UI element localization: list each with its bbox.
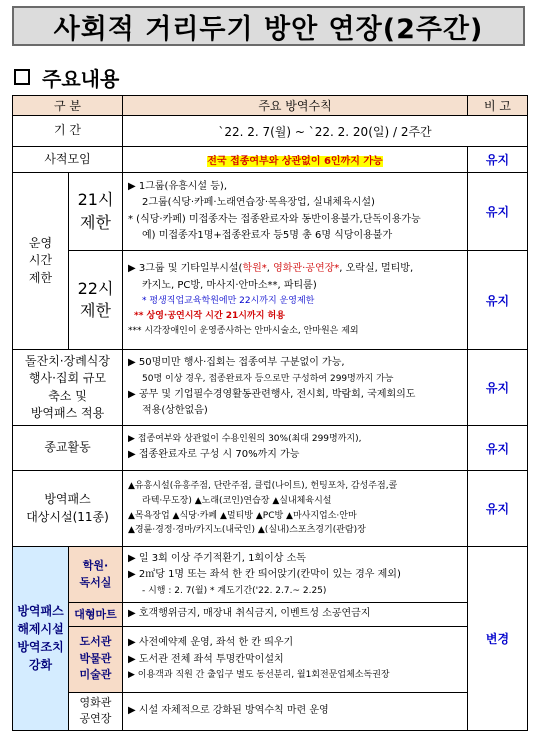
- events-content: [123, 350, 468, 426]
- hours-label: 운영 시간 제한: [13, 173, 69, 350]
- table-row-pass: [13, 471, 528, 547]
- pass-label: 방역패스 대상시설(11종): [13, 471, 123, 547]
- table-row-hours-22: [13, 251, 528, 350]
- hours-22-content: [123, 251, 468, 350]
- section-heading-text: 주요내용: [42, 66, 120, 91]
- hours-22-text: , 오락실, 멀티방,: [339, 263, 414, 275]
- religion-content: [123, 426, 468, 471]
- hours-22-cinema: 영화관·공연장*: [273, 263, 340, 275]
- hours-22-line: [128, 261, 462, 278]
- library-line: ▶ 도서관 전체 좌석 투명칸막이설치: [128, 653, 284, 665]
- hours-22-note: 유지: [468, 251, 528, 350]
- academy-label: 학원· 독서실: [69, 547, 123, 603]
- hours-21-content: [123, 173, 468, 251]
- pass-line: ▲유흥시설(유흥주점, 단란주점, 클럽(나이트), 헌팅포차, 감성주점,콜: [128, 480, 398, 491]
- gathering-highlight: 전국 접종여부와 상관없이 6인까지 가능: [207, 156, 383, 167]
- pass-note: 유지: [468, 471, 528, 547]
- events-note: 유지: [468, 350, 528, 426]
- religion-line: ▶ 접종여부와 상관없이 수용인원의 30%(최대 299명까지),: [128, 434, 362, 445]
- cinema-content: [123, 692, 468, 730]
- academy-content: [123, 547, 468, 603]
- table-row-events: [13, 350, 528, 426]
- events-line: 적용(상한없음): [142, 405, 208, 417]
- lifted-label: 방역패스 해제시설 방역조치 강화: [13, 547, 69, 731]
- hours-22-label: 22시 제한: [69, 251, 123, 350]
- header-category: 구 분: [13, 96, 123, 116]
- cinema-line: ▶ 시설 자체적으로 강화된 방역수칙 마련 운영: [128, 704, 329, 716]
- hours-22-line: 카지노, PC방, 마사지·안마소**, 파티룸): [142, 279, 317, 291]
- hours-21-line: ▶ 1그룹(유흥시설 등),: [128, 180, 228, 192]
- measures-table: [12, 95, 528, 731]
- pass-line: ▲경륜·경정·경마/카지노(내국인) ▲(실내)스포츠경기(관람)장: [128, 525, 366, 536]
- mart-label: 대형마트: [69, 603, 123, 627]
- hours-21-line: * (식당·카페) 미접종자는 접종완료자와 동반이용불가,단독이용가능: [128, 213, 421, 225]
- square-bullet-icon: [14, 69, 30, 85]
- period-value: `22. 2. 7(월) ~ `22. 2. 20(일) / 2주간: [123, 116, 528, 147]
- pass-line: ▲목욕장업 ▲식당·카페 ▲멀티방 ▲PC방 ▲마사지업소·안마: [128, 510, 357, 521]
- table-row-period: [13, 116, 528, 147]
- gathering-label: 사적모임: [13, 147, 123, 173]
- cinema-label: 영화관 공연장: [69, 692, 123, 730]
- table-header-row: [13, 96, 528, 116]
- events-line: ▶ 50명미만 행사·집회는 접종여부 구분없이 가능,: [128, 357, 345, 369]
- events-line: 50명 이상 경우, 접종완료자 등으로만 구성하여 299명까지 가능: [142, 373, 394, 384]
- academy-line: ▶ 2㎡당 1명 또는 좌석 한 칸 띄어앉기(칸막이 있는 경우 제외): [128, 569, 401, 581]
- library-label: 도서관 박물관 미술관: [69, 626, 123, 692]
- hours-22-footnote: *** 시각장애인이 운영종사하는 안마시술소, 안마원은 제외: [128, 325, 359, 336]
- hours-21-line: 2그룹(식당·카페·노래연습장·목욕장업, 실내체육시설): [142, 197, 375, 208]
- library-line: ▶ 이용객과 직원 간 출입구 별도 동선분리, 월1회전문업체소독권장: [128, 670, 390, 681]
- religion-label: 종교활동: [13, 426, 123, 471]
- hours-22-academy: 학원*: [242, 263, 267, 275]
- gathering-value: [123, 147, 468, 173]
- mart-content: [123, 603, 468, 627]
- table-row-religion: [13, 426, 528, 471]
- section-heading: [14, 64, 119, 90]
- pass-line: 라텍·무도장) ▲노래(코인)연습장 ▲실내체육시설: [142, 495, 332, 506]
- gathering-note: 유지: [468, 147, 528, 173]
- hours-22-footnote: * 평생직업교육학원에만 22시까지 운영제한: [142, 296, 315, 307]
- period-label: 기 간: [13, 116, 123, 147]
- lifted-note: 변경: [468, 547, 528, 731]
- header-remarks: 비 고: [468, 96, 528, 116]
- library-content: [123, 626, 468, 692]
- table-row-mart: [13, 603, 528, 627]
- events-label: 돌잔치·장례식장 행사·집회 규모 축소 및 방역패스 적용: [13, 350, 123, 426]
- table-row-cinema: [13, 692, 528, 730]
- header-measures: 주요 방역수칙: [123, 96, 468, 116]
- hours-22-footnote: ** 상영·공연시작 시간 21시까지 허용: [134, 311, 285, 322]
- hours-22-text: ▶ 3그룹 및 기타일부시설(: [128, 263, 243, 275]
- table-row-hours-21: [13, 173, 528, 251]
- hours-22-text: ,: [266, 263, 274, 275]
- academy-line: - 시행 : 2. 7(월) * 계도기간('22. 2.7.~ 2.25): [142, 585, 327, 596]
- academy-line: ▶ 일 3회 이상 주기적환기, 1회이상 소독: [128, 552, 306, 564]
- religion-note: 유지: [468, 426, 528, 471]
- hours-21-label: 21시 제한: [69, 173, 123, 251]
- table-row-gathering: [13, 147, 528, 173]
- hours-21-note: 유지: [468, 173, 528, 251]
- table-row-academy: [13, 547, 528, 603]
- table-row-library: [13, 626, 528, 692]
- page-title: 사회적 거리두기 방안 연장(2주간): [12, 6, 525, 46]
- pass-content: [123, 471, 468, 547]
- events-line: ▶ 공무 및 기업필수경영활동관련행사, 전시회, 박람회, 국제회의도: [128, 388, 416, 400]
- hours-21-line: 예) 미접종자1명+접종완료자 등5명 총 6명 식당이용불가: [142, 230, 393, 241]
- library-line: ▶ 사전예약제 운영, 좌석 한 칸 띄우기: [128, 637, 294, 649]
- mart-line: ▶ 호객행위금지, 매장내 취식금지, 이벤트성 소공연금지: [128, 608, 371, 619]
- religion-line: ▶ 접종완료자로 구성 시 70%까지 가능: [128, 449, 300, 461]
